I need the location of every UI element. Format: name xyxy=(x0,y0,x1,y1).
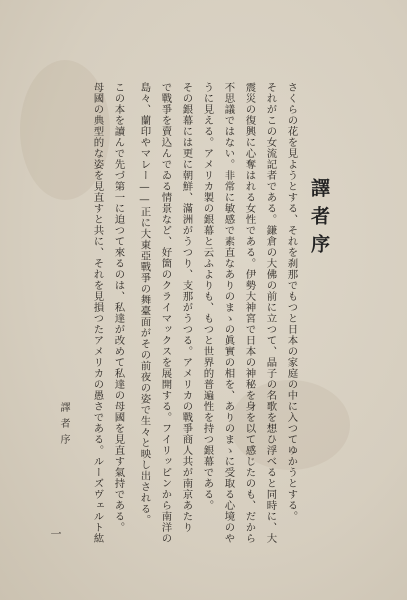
text-column: うに見える。アメリカ製の銀幕と云ふよりも、もつと世界的普遍性を持つ銀幕である。 xyxy=(201,82,214,511)
running-footer: 譯者序 xyxy=(58,402,69,450)
page-number: 一 xyxy=(49,528,62,539)
text-column: で戰爭を賣込んでゐる情景など、好箇のクライマックスを展開する。フイリッピンから南洋の xyxy=(159,82,172,544)
text-column: 母國の典型的な姿を見直すと共に、それを見損つたアメリカの愚さである。ルーズヴェルト紘 xyxy=(91,82,104,544)
text-column: さくらの花を見ようとする、それを刹那でもつと日本の家庭の中に入つてゆかうとする。 xyxy=(285,82,298,522)
text-column: その銀幕には更に朝鮮、滿洲がうつり、支那がうつる。アメリカの戰爭商人共が南京あたり xyxy=(180,82,193,533)
text-column: 不思議ではない。非常に敏感で素直なありのまゝの眞實の相を、ありのまゝに受取る心境のや xyxy=(222,82,235,544)
text-column: 島々、蘭印やマレー——正に大東亞戰爭の舞臺面がその前夜の姿で生々と映し出される。 xyxy=(138,82,151,526)
text-column: この本を讀んで先づ第一に迫つて來るのは、私達が改めて私達の母國を見直す氣持である。 xyxy=(112,82,125,533)
text-column: それがこの女流記者である。鎌倉の大佛の前に立つて、晶子の名歌を想ひ浮べると同時に、大 xyxy=(264,82,277,544)
page-title: 譯者序 xyxy=(308,178,330,262)
text-column: 震災の復興に心奪はれる女性である。伊勢大神宮で日本の神秘を身を以て感じたのも、だから xyxy=(243,82,256,544)
